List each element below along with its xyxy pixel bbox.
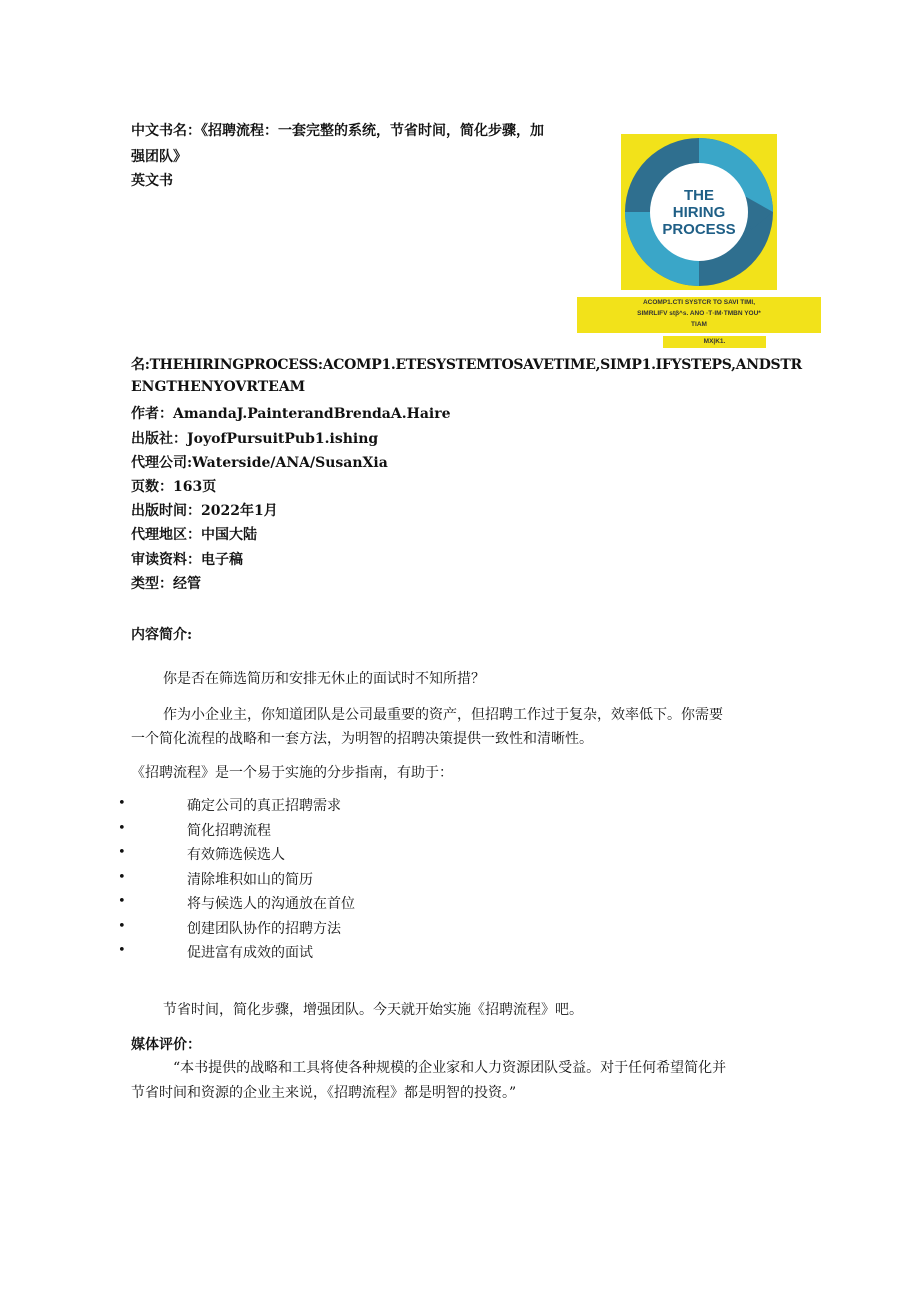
cn-title-line2: 强团队》: [131, 149, 187, 165]
cover-title-line1: THE: [684, 187, 714, 204]
summary-heading: 内容简介:: [131, 627, 193, 643]
cover-ring-graphic: [621, 134, 777, 290]
en-title-line2: ENGTHENYOVRTEAM: [131, 379, 306, 395]
cn-title-line1: 中文书名：《招聘流程：一套完整的系统，节省时间，简化步骤，加: [131, 123, 544, 139]
bullet-marker: •: [118, 870, 126, 885]
bullet-item: 促进富有成效的面试: [187, 945, 313, 961]
summary-paragraph-2-line1: 作为小企业主，你知道团队是公司最重要的资产，但招聘工作过于复杂，效率低下。你需要: [163, 707, 723, 723]
bullet-item: 有效筛选候选人: [187, 847, 285, 863]
bullet-item: 确定公司的真正招聘需求: [187, 798, 341, 814]
bullet-marker: •: [118, 919, 126, 934]
cover-subtitle-line3: TIAM: [691, 321, 707, 328]
en-title-line1: 名:THEHIRINGPROCESS:ACOMP1.ETESYSTEMTOSAVETIME,SIMP1.IFYSTEPS,ANDSTR: [131, 357, 802, 373]
pages-line: 页数：163页: [131, 479, 217, 495]
bullet-marker: •: [118, 796, 126, 811]
pub-date-line: 出版时间：2022年1月: [131, 503, 278, 519]
cover-title-line2: HIRING: [672, 204, 726, 221]
bullet-item: 简化招聘流程: [187, 823, 271, 839]
bullet-marker: •: [118, 943, 126, 958]
cover-title-line3: PROCESS: [662, 221, 736, 238]
review-quote-line1: “本书提供的战略和工具将使各种规模的企业家和人力资源团队受益。对于任何希望简化并: [173, 1060, 727, 1076]
region-line: 代理地区：中国大陆: [131, 527, 257, 543]
review-quote-line2: 节省时间和资源的企业主来说，《招聘流程》都是明智的投资。”: [131, 1085, 517, 1101]
cover-subtitle-line1: ACOMP1.CTI SYSTCR TO SAVI TIMI,: [642, 299, 756, 306]
bullet-marker: •: [118, 845, 126, 860]
bullet-item: 将与候选人的沟通放在首位: [187, 896, 355, 912]
bullet-marker: •: [118, 821, 126, 836]
en-title-label: 英文书: [131, 173, 173, 189]
category-line: 类型：经管: [131, 576, 201, 592]
publisher-line: 出版社：JoyofPursuitPub1.ishing: [131, 431, 379, 447]
author-line: 作者：AmandaJ.PainterandBrendaA.Haire: [131, 406, 451, 422]
bullet-item: 清除堆积如山的简历: [187, 872, 313, 888]
reviews-heading: 媒体评价：: [131, 1037, 201, 1053]
summary-paragraph-3: 《招聘流程》是一个易于实施的分步指南，有助于：: [131, 765, 453, 781]
summary-paragraph-1: 你是否在筛选简历和安排无休止的面试时不知所措？: [163, 671, 485, 687]
cover-author-band: MX|K1.: [663, 336, 766, 348]
agency-line: 代理公司:Waterside/ANA/SusanXia: [131, 455, 388, 471]
cover-subtitle-line2: SIMRLIFV stβ^s. ANO ·T·IM·TMBN YOU*: [637, 310, 761, 317]
material-line: 审读资料：电子稿: [131, 552, 243, 568]
cover-subtitle-band: [577, 297, 821, 333]
book-cover-image: [621, 134, 777, 290]
bullet-marker: •: [118, 894, 126, 909]
summary-closing: 节省时间，简化步骤，增强团队。今天就开始实施《招聘流程》吧。: [163, 1002, 583, 1018]
bullet-item: 创建团队协作的招聘方法: [187, 921, 341, 937]
summary-paragraph-2-line2: 一个简化流程的战略和一套方法，为明智的招聘决策提供一致性和清晰性。: [131, 731, 593, 747]
